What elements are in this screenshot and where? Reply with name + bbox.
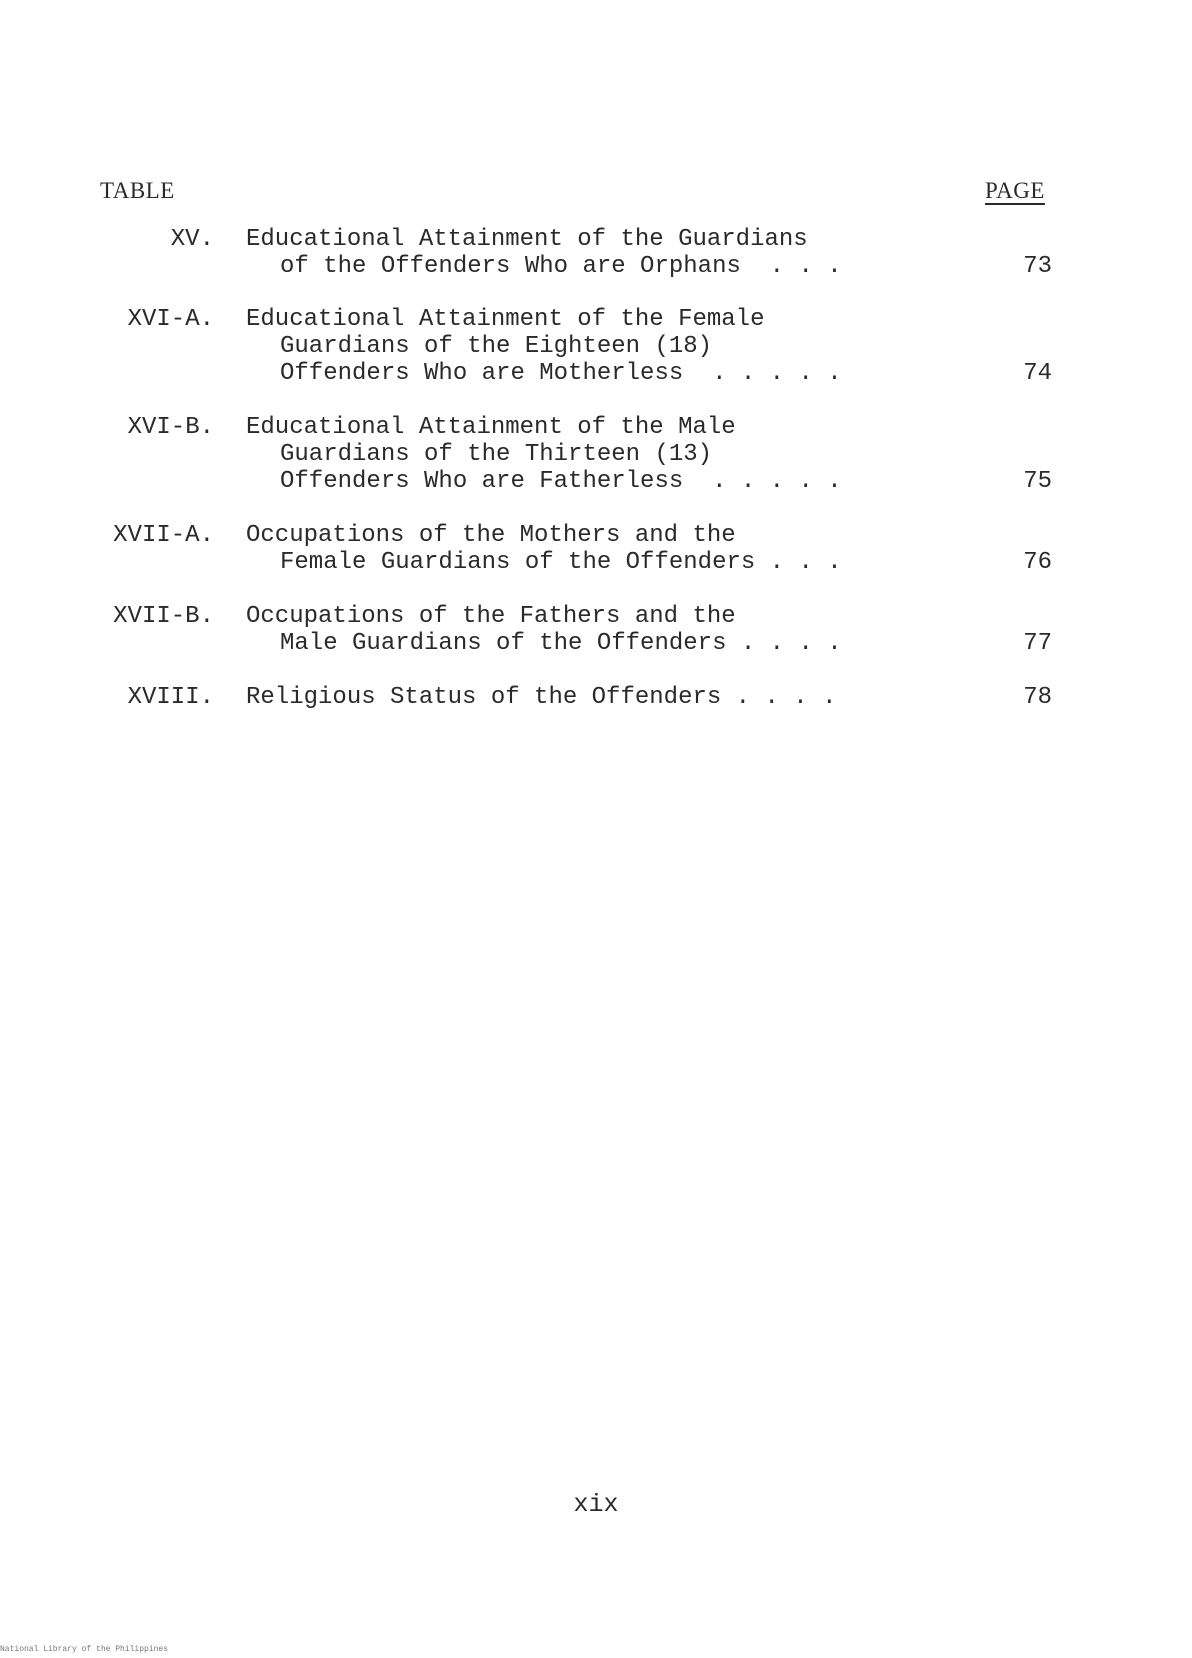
title-line: Educational Attainment of the Guardians (246, 226, 808, 253)
title-line: Female Guardians of the Offenders . . . (280, 549, 842, 576)
page-number: 74 (1023, 360, 1052, 387)
title-line: Offenders Who are Fatherless . . . . . (280, 468, 842, 495)
entry-title (246, 226, 842, 280)
page-number: 75 (1023, 468, 1052, 495)
title-line: Offenders Who are Motherless . . . . . (280, 360, 842, 387)
title-line: Guardians of the Thirteen (13) (280, 441, 713, 468)
page-column-header: PAGE (985, 178, 1045, 203)
table-number: XVII-A. (113, 522, 214, 549)
table-number: XVIII. (127, 684, 214, 711)
table-number: XVII-B. (113, 603, 214, 630)
page-number: 76 (1023, 549, 1052, 576)
entry-title (246, 684, 837, 711)
entry-title (246, 306, 842, 387)
page-number: 73 (1023, 253, 1052, 280)
title-line: of the Offenders Who are Orphans . . . (280, 253, 842, 280)
entry-title (246, 414, 842, 495)
title-line: Religious Status of the Offenders . . . . (246, 684, 837, 711)
table-number: XV. (170, 226, 214, 253)
entry-title (246, 603, 842, 657)
title-line: Guardians of the Eighteen (18) (280, 333, 713, 360)
entry-title (246, 522, 842, 576)
title-line: Educational Attainment of the Female (246, 306, 765, 333)
title-line: Male Guardians of the Offenders . . . . (280, 630, 842, 657)
table-number: XVI-A. (127, 306, 214, 333)
title-line: Occupations of the Mothers and the (246, 522, 736, 549)
title-line: Occupations of the Fathers and the (246, 603, 736, 630)
title-line: Educational Attainment of the Male (246, 414, 736, 441)
page-folio: xix (573, 1490, 619, 1519)
page-number: 77 (1023, 630, 1052, 657)
scan-footer: National Library of the Philippines (0, 1645, 169, 1654)
page-number: 78 (1023, 684, 1052, 711)
table-column-header: TABLE (100, 178, 175, 203)
table-number: XVI-B. (127, 414, 214, 441)
